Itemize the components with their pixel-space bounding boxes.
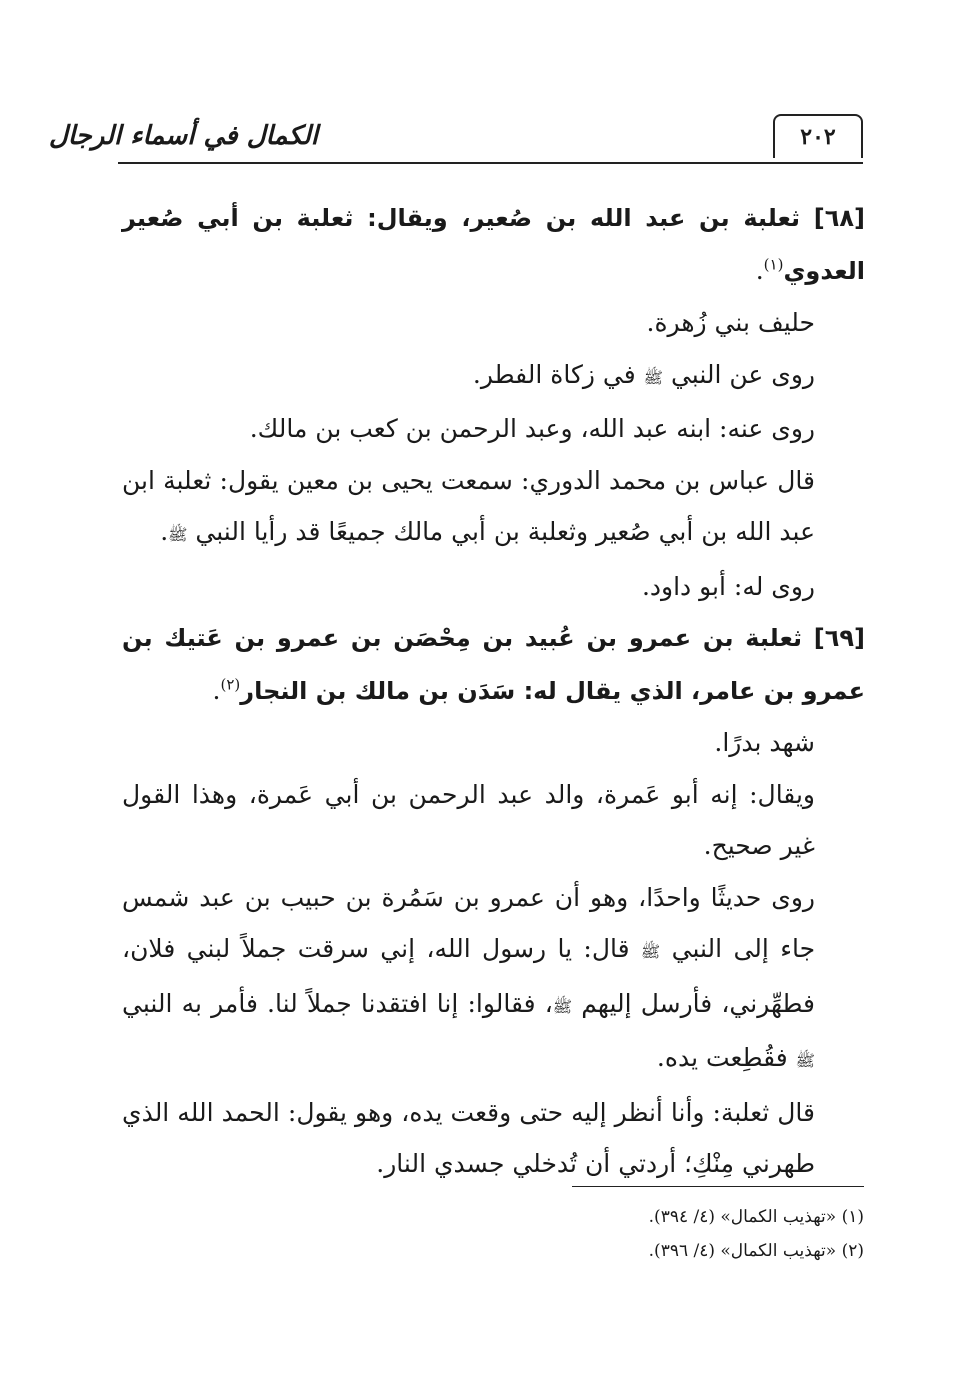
paragraph: شهد بدرًا. — [714, 728, 815, 757]
footnote-ref-2[interactable]: (٢) — [220, 675, 241, 694]
page-number: ٢٠٢ — [773, 114, 863, 158]
entry-68-title: [٦٨] ثعلبة بن عبد الله بن صُعير، ويقال: ثعلبة بن أبي صُعير العدوي — [122, 204, 865, 285]
paragraph — [122, 349, 865, 404]
entry-68-heading — [122, 192, 865, 297]
salawat-glyph: ﷺ — [795, 1051, 815, 1070]
footnote-2: (٢) «تهذيب الكمال» (٤/ ٣٩٦). — [648, 1241, 864, 1261]
entry-69-end: . — [212, 675, 221, 705]
paragraph: حليف بني زُهرة. — [646, 308, 815, 337]
text-segment: روى حديثًا واحدًا، وهو أن عمرو بن سَمُرة بن حبيب بن عبد شمس جاء إلى النبي — [122, 882, 816, 963]
text-segment: فقُطِعت يده. — [656, 1043, 788, 1072]
paragraph: روى عنه: ابنه عبد الله، وعبد الرحمن بن كعب بن مالك. — [249, 414, 815, 443]
salawat-glyph: ﷺ — [643, 367, 663, 387]
paragraph: ويقال: إنه أبو عَمرة، والد عبد الرحمن بن أبي عَمرة، وهذا القول غير صحيح. — [122, 779, 815, 860]
paragraph — [122, 455, 865, 561]
text-segment: روى عن النبي — [670, 359, 815, 389]
text-segment: قال عباس بن محمد الدوري: سمعت يحيى بن معين يقول: ثعلبة ابن عبد الله بن أبي صُعير وثعلبة بن أبي مالك جميعًا قد رأيا النبي — [122, 465, 815, 546]
entry-68-end: . — [755, 255, 764, 285]
main-text — [122, 192, 865, 1190]
salawat-glyph: ﷺ — [552, 996, 573, 1016]
page-header — [48, 110, 863, 164]
text-segment: قال: يا رسول الله، إني سرقت جملاً لبني فلان، فطهِّرني، فأرسل إليهم — [122, 934, 815, 1018]
paragraph — [122, 872, 865, 1087]
footnote-1: (١) «تهذيب الكمال» (٤/ ٣٩٤). — [648, 1207, 864, 1227]
entry-69-title: [٦٩] ثعلبة بن عمرو بن عُبيد بن مِحْصَن بن عمرو بن عَتيك بن عمرو بن عامر، الذي يقال له: سَدَن بن مالك بن النجار — [122, 624, 865, 705]
text-segment: . — [160, 517, 169, 546]
salawat-glyph: ﷺ — [640, 942, 661, 961]
entry-69-heading — [122, 612, 865, 717]
book-title: الكمال في أسماء الرجال — [48, 121, 318, 151]
text-segment: في زكاة الفطر. — [472, 359, 636, 389]
footnote-divider — [572, 1186, 864, 1187]
footnote-ref-1[interactable]: (١) — [763, 255, 784, 274]
paragraph: روى له: أبو داود. — [641, 571, 815, 601]
text-segment: ، فقالوا: إنا افتقدنا جملاً لنا. فأمر به النبي — [122, 988, 553, 1018]
paragraph: قال ثعلبة: وأنا أنظر إليه حتى وقعت يده، وهو يقول: الحمد الله الذي طهرني مِنْكِ؛ أردتي أن تُدخلي جسدي النار. — [122, 1097, 815, 1178]
salawat-glyph: ﷺ — [168, 525, 188, 544]
footnotes — [500, 1200, 864, 1268]
